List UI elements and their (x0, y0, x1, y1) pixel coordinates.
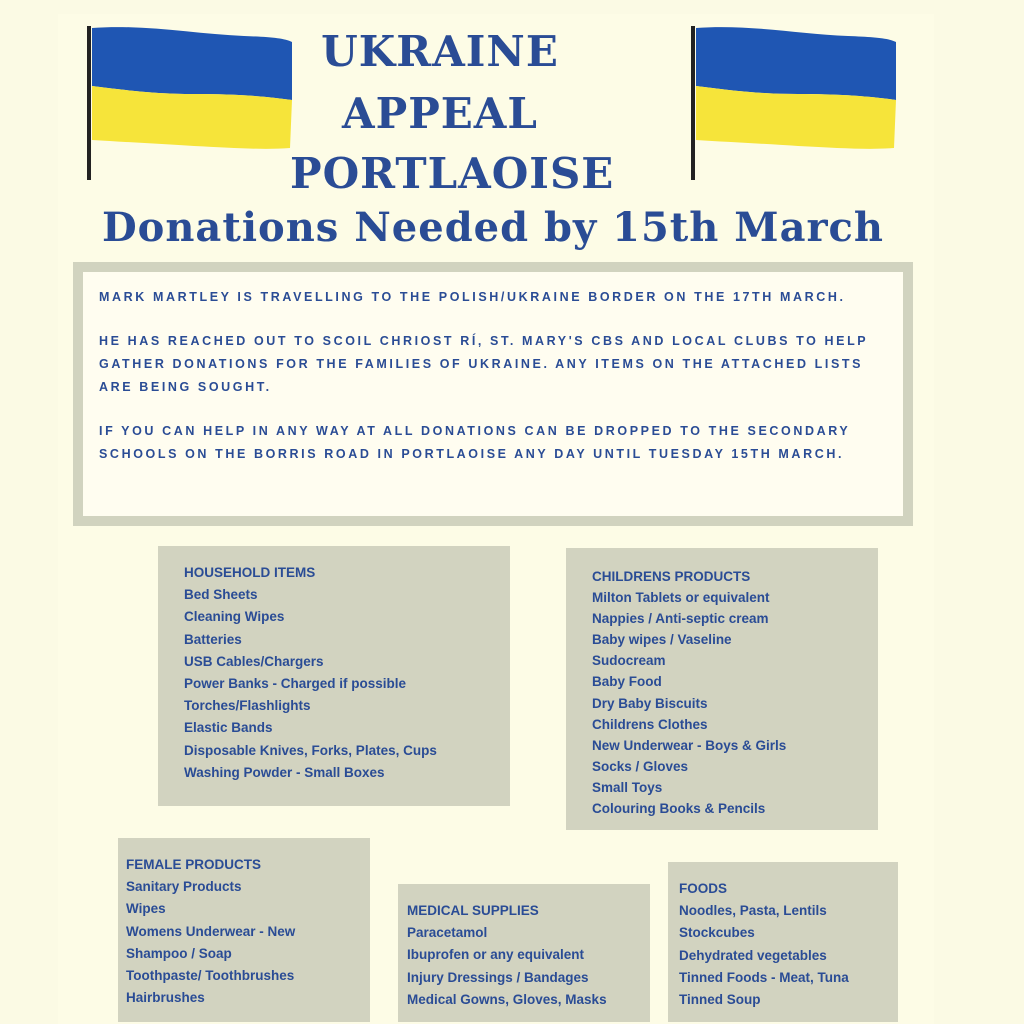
list-item: Milton Tablets or equivalent (592, 590, 770, 606)
notice-box (73, 262, 913, 526)
list-item: Shampoo / Soap (126, 945, 232, 961)
ukraine-flag-right (688, 24, 900, 184)
list-item: Medical Gowns, Gloves, Masks (407, 991, 607, 1007)
childrens-products-box (566, 548, 878, 830)
list-item: Colouring Books & Pencils (592, 801, 766, 817)
household-items-box (158, 546, 510, 806)
medical-supplies-box (398, 884, 650, 1022)
list-item: Tinned Foods - Meat, Tuna (679, 969, 849, 985)
list-item: Tinned Soup (679, 992, 761, 1008)
foods-box (668, 862, 898, 1022)
list-item: Dehydrated vegetables (679, 947, 827, 963)
list-item: Baby Food (592, 674, 662, 690)
list-item: Power Banks - Charged if possible (184, 676, 407, 692)
female-heading: FEMALE PRODUCTS (126, 857, 261, 872)
ukraine-flag-left (84, 24, 296, 184)
list-item: Noodles, Pasta, Lentils (679, 903, 827, 919)
list-item: Elastic Bands (184, 720, 273, 736)
list-item: Disposable Knives, Forks, Plates, Cups (184, 742, 437, 758)
childrens-heading: CHILDRENS PRODUCTS (592, 569, 751, 584)
list-item: Dry Baby Biscuits (592, 695, 708, 711)
title-line-1: UKRAINE (321, 27, 559, 76)
list-item: Womens Underwear - New (126, 923, 296, 939)
list-item: Sanitary Products (126, 879, 242, 895)
list-item: Bed Sheets (184, 587, 258, 603)
household-heading: HOUSEHOLD ITEMS (184, 565, 316, 580)
subtitle: Donations Needed by 15th March (101, 204, 884, 251)
list-item: Torches/Flashlights (184, 698, 311, 714)
list-item: Injury Dressings / Bandages (407, 969, 589, 985)
list-item: Cleaning Wipes (184, 609, 285, 625)
list-item: Ibuprofen or any equivalent (407, 947, 585, 963)
notice-paragraph: MARK MARTLEY IS TRAVELLING TO THE POLISH/UKRAINE BORDER ON THE 17TH MARCH. (99, 290, 846, 304)
list-item: Nappies / Anti-septic cream (592, 611, 769, 627)
notice-paragraph: IF YOU CAN HELP IN ANY WAY AT ALL DONATIONS CAN BE DROPPED TO THE SECONDARY SCHOOLS ON THE BORRIS ROAD IN PORTLAOISE ANY DAY UNTIL TUESDAY 15TH MARCH. (99, 424, 851, 461)
list-item: Stockcubes (679, 925, 755, 941)
list-item: New Underwear - Boys & Girls (592, 737, 787, 753)
list-item: Hairbrushes (126, 990, 205, 1006)
list-item: Toothpaste/ Toothbrushes (126, 968, 295, 984)
female-products-box (118, 838, 370, 1022)
list-item: USB Cables/Chargers (184, 653, 324, 669)
list-item: Paracetamol (407, 925, 488, 941)
medical-heading: MEDICAL SUPPLIES (407, 903, 539, 918)
foods-heading: FOODS (679, 881, 728, 896)
list-item: Sudocream (592, 653, 666, 669)
notice-paragraph: HE HAS REACHED OUT TO SCOIL CHRIOST RÍ, ST. MARY'S CBS AND LOCAL CLUBS TO HELP GATHER DONATIONS FOR THE FAMILIES OF UKRAINE. ANY ITEMS ON THE ATTACHED LISTS ARE BEING SOUGHT. (99, 334, 869, 394)
list-item: Childrens Clothes (592, 716, 708, 732)
list-item: Wipes (126, 901, 166, 917)
list-item: Batteries (184, 631, 242, 647)
list-item: Socks / Gloves (592, 758, 689, 774)
title-line-3: PORTLAOISE (290, 149, 615, 198)
list-item: Washing Powder - Small Boxes (184, 764, 385, 780)
list-item: Small Toys (592, 779, 663, 795)
list-item: Baby wipes / Vaseline (592, 632, 732, 648)
title-line-2: APPEAL (342, 89, 538, 138)
